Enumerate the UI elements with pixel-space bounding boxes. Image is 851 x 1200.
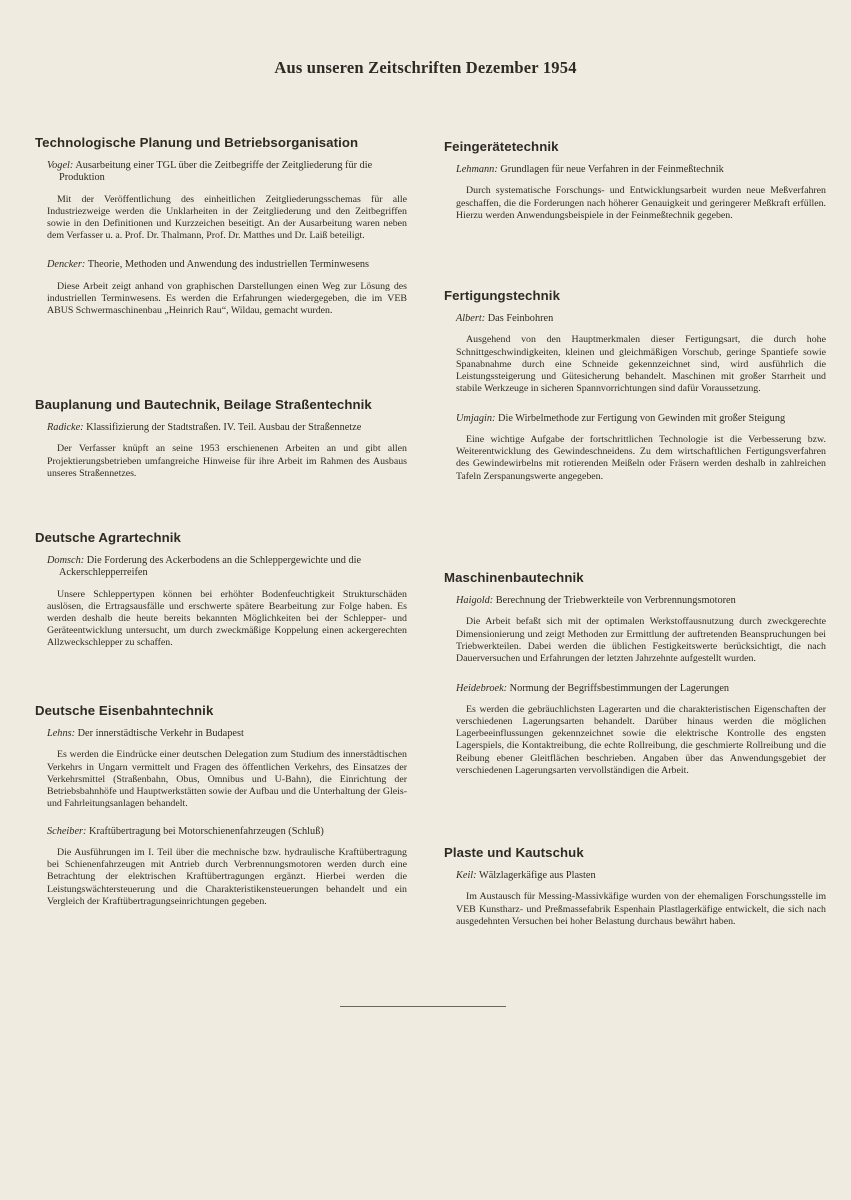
entry-author: Lehmann: xyxy=(456,164,498,175)
article-entry xyxy=(444,164,826,222)
section-heading: Fertigungstechnik xyxy=(444,288,561,303)
entry-text: Eine wichtige Aufgabe der fortschrittlichen Technologie ist die Verbesserung bzw. Weiterentwicklung des Gewindeschneidens. Zu dem wirtschaftlichen Fertigungsverfahren des Gewindewirbelns mit rotierenden Meißeln oder Fräsern werden deshalb in zahlreichen Tafeln Zerspanungswerte angegeben. xyxy=(456,434,826,482)
article-entry xyxy=(35,422,407,480)
entry-title: Wälzlagerkäfige aus Plasten xyxy=(478,870,596,881)
article-entry xyxy=(35,160,407,242)
article-entry xyxy=(444,313,826,395)
entry-head xyxy=(456,870,826,882)
entry-author: Radicke: xyxy=(47,422,84,433)
section-heading: Technologische Planung und Betriebsorganisation xyxy=(35,135,359,150)
entry-title: Die Forderung des Ackerbodens an die Schleppergewichte und die Ackerschlepperreifen xyxy=(59,555,362,579)
article-entry xyxy=(35,826,407,908)
section-heading: Deutsche Agrartechnik xyxy=(35,530,181,545)
section-plaste-kautschuk xyxy=(444,845,826,942)
entry-head xyxy=(47,259,407,271)
section-heading: Bauplanung und Bautechnik, Beilage Straßentechnik xyxy=(35,397,372,412)
entry-head xyxy=(456,413,826,425)
entry-head xyxy=(456,313,826,325)
section-technologische-planung xyxy=(35,135,407,331)
entry-title: Ausarbeitung einer TGL über die Zeitbegriffe der Zeitgliederung für die Produktion xyxy=(59,160,373,184)
entry-head xyxy=(47,555,407,580)
section-agrartechnik xyxy=(35,530,407,663)
entry-text: Mit der Veröffentlichung des einheitlichen Zeitgliederungsschemas für alle Industriezweige werden die Unklarheiten in der Zeitgliederung und den Zeitbegriffen sowie in den Definitionen und Kurzzeichen beseitigt. An der Ausarbeitung waren neben dem Verfasser u. a. Prof. Dr. Thalmann, Prof. Dr. Matthes und Dr. Laiß beteiligt. xyxy=(47,193,407,242)
entry-title: Normung der Begriffsbestimmungen der Lagerungen xyxy=(509,682,730,694)
footer-divider xyxy=(340,1006,506,1007)
entry-text: Im Austausch für Messing-Massivkäfige wurden von der ehemaligen Forschungsstelle im VEB Kunstharz- und Preßmassefabrik Espenhain Plastlagerkäfige entwickelt, die sich nach ausgedehnten Versuchen bei hoher Belastung durchaus bewährt haben. xyxy=(456,891,826,927)
entry-author: Lehns: xyxy=(47,728,76,739)
entry-author: Haigold: xyxy=(456,595,494,606)
entry-title: Das Feinbohren xyxy=(487,313,554,324)
article-entry xyxy=(35,259,407,317)
article-entry xyxy=(444,595,826,665)
entry-text: Es werden die Eindrücke einer deutschen Delegation zum Studium des innerstädtischen Verkehrs in Ungarn vermittelt und Fragen des öffentlichen Verkehrs, des Einsatzes der Verkehrsmittel (Straßenbahn, Obus, Omnibus und U-Bahn), die Einrichtung der Betriebsbahnhöfe und Hauptwerkstätten sowie der Aufbau und die Unterhaltung der Gleis- und Fahrleitungsanlagen behandelt. xyxy=(47,749,407,809)
entry-author: Vogel: xyxy=(47,160,74,171)
entry-author: Dencker: xyxy=(47,259,86,271)
entry-head xyxy=(47,826,407,838)
entry-head xyxy=(47,422,407,434)
section-maschinenbautechnik xyxy=(444,570,826,791)
entry-text: Die Ausführungen im I. Teil über die mechnische bzw. hydraulische Kraftübertragung bei Schienenfahrzeugen mit Antrieb durch Verbrennungsmotoren werden durch eine Betrachtung der elektrischen Kraftübertragungen ergänzt. Hierbei werden die Leistungswächtersteuerung und die Charakteristikensteuerungen behandelt und ein Vergleich der Kraftübertragungseinrichtungen gegeben. xyxy=(47,847,407,907)
entry-title: Berechnung der Triebwerkteile von Verbrennungsmotoren xyxy=(495,595,736,606)
entry-title: Grundlagen für neue Verfahren in der Feinmeßtechnik xyxy=(500,164,724,175)
article-entry xyxy=(35,728,407,810)
entry-head xyxy=(47,728,407,740)
entry-title: Kraftübertragung bei Motorschienenfahrzeugen (Schluß) xyxy=(89,825,324,837)
section-heading: Plaste und Kautschuk xyxy=(444,845,584,860)
section-heading: Maschinenbautechnik xyxy=(444,570,584,585)
entry-author: Albert: xyxy=(456,313,486,324)
entry-author: Umjagin: xyxy=(456,412,496,424)
entry-head xyxy=(47,160,407,185)
entry-head xyxy=(456,683,826,695)
entry-text: Unsere Schleppertypen können bei erhöhter Bodenfeuchtigkeit Strukturschäden auslösen, die Ertragsausfälle und erschwerte spätere Bearbeitung zur Folge haben. Es werden deshalb die heute bereits bekannten Möglichkeiten bei der Schlepper- und Geräteentwicklung untersucht, um durch zweckmäßige Koppelung einen ackergerechten Allzweckschlepper zu schaffen. xyxy=(47,588,407,649)
entry-title: Theorie, Methoden und Anwendung des industriellen Terminwesens xyxy=(87,259,370,271)
section-fertigungstechnik xyxy=(444,288,826,497)
entry-head xyxy=(456,595,826,607)
entry-head xyxy=(456,164,826,176)
entry-text: Ausgehend von den Hauptmerkmalen dieser Fertigungsart, die durch hohe Schnittgeschwindigkeiten, kleinen und gleichmäßigen Vorschub, geringe Spantiefe sowie Spanabnahme durch eine Schneide gekennzeichnet sind, wird ausführlich die Leistungssteigerung und Gütesicherung behandelt. Maschinen mit großer Starrheit und stabile Werkzeuge in sicheren Spannvorrichtungen sind dafür Voraussetzung. xyxy=(456,334,826,394)
section-bauplanung xyxy=(35,397,407,494)
entry-title: Der innerstädtische Verkehr in Budapest xyxy=(77,728,244,739)
entry-author: Heidebroek: xyxy=(456,682,508,694)
page-title: Aus unseren Zeitschriften Dezember 1954 xyxy=(274,58,577,77)
entry-author: Keil: xyxy=(456,870,477,881)
section-heading: Feingerätetechnik xyxy=(444,139,559,154)
entry-text: Diese Arbeit zeigt anhand von graphischen Darstellungen einen Weg zur Lösung des industriellen Terminwesens. Es werden die Erfahrungen wiedergegeben, die im VEB ABUS Schwermaschinenbau „Heinrich Rau“, Wildau, gemacht wurden. xyxy=(47,280,407,316)
entry-text: Durch systematische Forschungs- und Entwicklungsarbeit wurden neue Meßverfahren geschaffen, die die Forderungen nach höherer Genauigkeit und geringerer Meßkraft erfüllen. Hierzu werden Anwendungsbeispiele in der Feinmeßtechnik gegeben. xyxy=(456,185,826,221)
entry-text: Es werden die gebräuchlichsten Lagerarten und die charakteristischen Eigenschaften der verschiedenen Lagerungsarten behandelt. Darüber hinaus werden die möglichen Lagerbeeinflussungen gekennzeichnet sowie die elektrische Kontrolle des engsten Lagerspiels, die Kontaktreibung, die echte Rollreibung, die geschmierte Rollreibung und die Reibung ebener Gleitflächen beschrieben. Angaben über das Anwendungsgebiet der verschiedenen Lagerungsarten vervollständigen die Arbeit. xyxy=(456,704,826,776)
entry-title: Die Wirbelmethode zur Fertigung von Gewinden mit großer Steigung xyxy=(498,412,786,424)
entry-title: Klassifizierung der Stadtstraßen. IV. Teil. Ausbau der Straßennetze xyxy=(86,422,362,433)
entry-author: Scheiber: xyxy=(47,825,87,837)
article-entry xyxy=(444,683,826,777)
section-eisenbahntechnik xyxy=(35,703,407,922)
section-feingeraetetechnik xyxy=(444,139,826,236)
article-entry xyxy=(35,555,407,649)
entry-text: Die Arbeit befaßt sich mit der optimalen Werkstoffausnutzung durch zweckgerechte Dimensionierung und zeigt Methoden zur Ermittlung der auftretenden Beanspruchungen bei Triebwerkteilen. Dabei werden die üblichen Festigkeitswerte berücksichtigt, die nach Dauerversuchen und Erfahrungen der letzten Jahrzehnte aufgestellt wurden. xyxy=(456,616,826,664)
entry-author: Domsch: xyxy=(47,555,85,566)
article-entry xyxy=(444,870,826,928)
section-heading: Deutsche Eisenbahntechnik xyxy=(35,703,214,718)
article-entry xyxy=(444,413,826,483)
entry-text: Der Verfasser knüpft an seine 1953 erschienenen Arbeiten an und gibt allen Projektierungsbetrieben umfangreiche Hinweise für ihre Arbeit im Rahmen des Ausbaus unseres Straßennetzes. xyxy=(47,443,407,479)
